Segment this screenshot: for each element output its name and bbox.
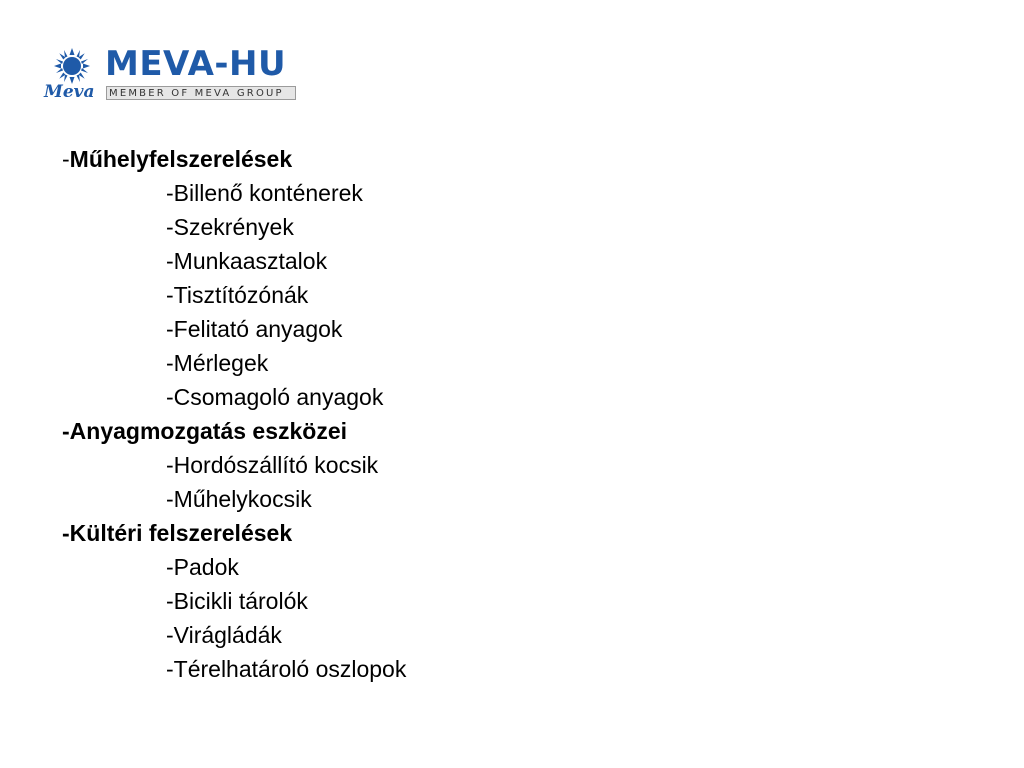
list-item: -Tisztítózónák [166,282,309,308]
list-item: -Padok [166,554,239,580]
list-item: -Mérlegek [166,350,269,376]
heading-text: -Kültéri felszerelések [62,520,293,546]
brand-name: MEVA-HU [105,44,287,84]
list-item: -Felitató anyagok [166,316,343,342]
brand-script-wordmark: Meva [44,82,95,102]
company-logo [44,44,300,104]
list-item: -Billenő konténerek [166,180,363,206]
brand-tagline: MEMBER OF MEVA GROUP [106,86,296,100]
list-item: -Virágládák [166,622,282,648]
section-heading [62,142,962,176]
list-item: -Munkaasztalok [166,248,328,274]
heading-text: -Anyagmozgatás eszközei [62,418,348,444]
list-item: -Műhelykocsik [166,486,312,512]
list-item: -Bicikli tárolók [166,588,308,614]
list-item: -Hordószállító kocsik [166,452,379,478]
list-item: -Szekrények [166,214,294,240]
heading-dash: - [62,146,70,172]
heading-text: Műhelyfelszerelések [69,146,293,172]
section-heading [62,414,962,448]
section-heading [62,516,962,550]
list-item: -Térelhatároló oszlopok [166,656,407,682]
list-item: -Csomagoló anyagok [166,384,384,410]
product-category-list [62,142,962,686]
